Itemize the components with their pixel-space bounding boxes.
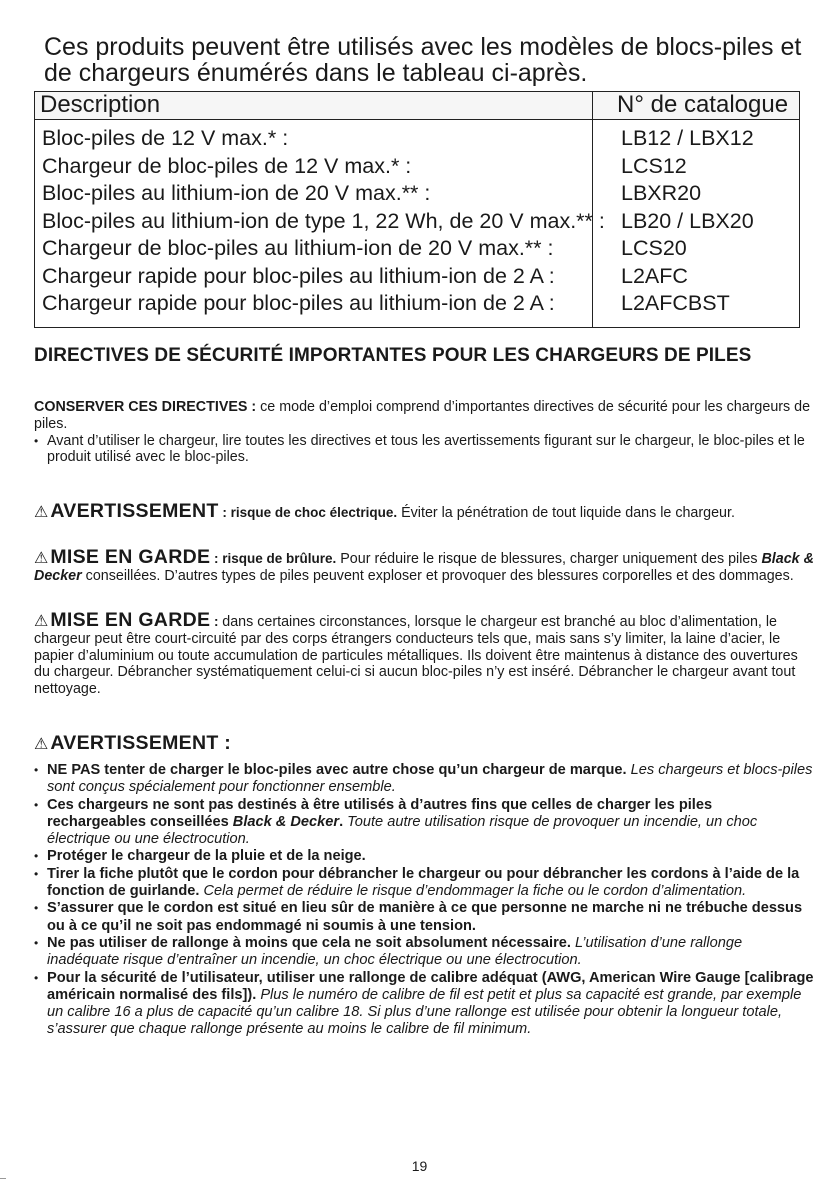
warning-title: AVERTISSEMENT bbox=[50, 732, 219, 754]
list-item-italic: L’utilisation d’une rallonge inadéquate risque d’entraîner un incendie, un choc électrique ou une électrocution. bbox=[47, 934, 743, 969]
table-row bbox=[35, 263, 799, 291]
row-description: Bloc-piles de 12 V max.* : bbox=[42, 126, 289, 150]
row-catalog-number: L2AFC bbox=[621, 263, 688, 288]
list-item bbox=[34, 900, 814, 935]
table-row bbox=[35, 208, 799, 236]
warning-title: AVERTISSEMENT bbox=[50, 500, 219, 522]
list-item-bold: Ces chargeurs ne sont pas destinés à être utilisés à d’autres fins que celles de charger les piles rechargeables conseillées bbox=[47, 796, 713, 830]
row-description: Chargeur de bloc-piles au lithium-ion de 20 V max.** : bbox=[42, 236, 554, 260]
list-item-bold: S’assurer que le cordon est situé en lieu sûr de manière à ce que personne ne marche ni ne trébuche dessus ou à ce qu’il ne soit pas endommagé ni soumis à une tension. bbox=[47, 900, 803, 934]
caution-text: Pour réduire le risque de blessures, charger uniquement des piles bbox=[336, 551, 762, 567]
caution-text-end: conseillées. D’autres types de piles peuvent exploser et provoquer des blessures corporelles et des dommages. bbox=[81, 567, 794, 584]
row-catalog-number: LBXR20 bbox=[621, 181, 702, 205]
caution-burn bbox=[34, 546, 814, 585]
brand-name: Black & Decker bbox=[34, 551, 814, 584]
warning-separator: : bbox=[218, 732, 232, 754]
list-item-bold: Tirer la fiche plutôt que le cordon pour débrancher le chargeur ou pour débrancher les cordons à l’aide de la fonction de guirlande. bbox=[47, 865, 800, 900]
caution-text: dans certaines circonstances, lorsque le chargeur est branché au bloc d’alimentation, le chargeur peut être court-circuité par des corps étrangers conducteurs tels que, mais sans s’y limiter, la laine d’acier, le papier d’aluminium ou toute accumulation de particules métalliques. Ils doivent être maintenus à distance des ouvertures du chargeur. Débrancher systématiquement celui-ci si aucun bloc-piles n’y est inséré. Débrancher le chargeur avant tout nettoyage. bbox=[34, 614, 798, 698]
caution-short-circuit bbox=[34, 609, 814, 698]
list-item-bolditalic: Black & Decker bbox=[232, 813, 340, 830]
row-catalog-number: LCS20 bbox=[621, 236, 687, 260]
warning-triangle-icon: ⚠ bbox=[34, 736, 49, 753]
list-item-bold2: . bbox=[339, 813, 344, 830]
table-row bbox=[35, 125, 799, 153]
row-description: Bloc-piles au lithium-ion de 20 V max.** : bbox=[42, 181, 431, 205]
row-description: Chargeur rapide pour bloc-piles au lithium-ion de 2 A : bbox=[42, 291, 555, 315]
warning-subtitle: risque de choc électrique. bbox=[230, 505, 398, 520]
warning-general-header bbox=[34, 732, 814, 754]
compatibility-table bbox=[34, 91, 800, 328]
list-item-italic: Les chargeurs et blocs-piles sont conçus spécialement pour fonctionner ensemble. bbox=[47, 762, 813, 796]
list-item-italic: Cela permet de réduire le risque d’endommager la fiche ou le cordon d’alimentation. bbox=[199, 883, 747, 900]
row-catalog-number: LB12 / LBX12 bbox=[621, 126, 754, 150]
list-item bbox=[34, 848, 814, 865]
row-catalog-number: L2AFCBST bbox=[621, 291, 730, 315]
list-item-bold: Pour la sécurité de l’utilisateur, utiliser une rallonge de calibre adéquat (AWG, American Wire Gauge [calibrage américain normalisé des fils]). bbox=[47, 969, 814, 1003]
warning-triangle-icon: ⚠ bbox=[34, 613, 49, 630]
table-body bbox=[35, 125, 799, 318]
list-item-bold: Protéger le chargeur de la pluie et de la neige. bbox=[47, 848, 366, 865]
intro-text: Ces produits peuvent être utilisés avec les modèles de blocs-piles et de chargeurs énumérés dans le tableau ci-après. bbox=[44, 33, 802, 87]
scan-edge-mark bbox=[0, 1178, 6, 1179]
table-row bbox=[35, 235, 799, 263]
row-catalog-number: LB20 / LBX20 bbox=[621, 208, 754, 233]
list-item bbox=[34, 762, 814, 797]
conserve-directives bbox=[34, 399, 814, 466]
header-catalog-number: N° de catalogue bbox=[617, 91, 789, 118]
table-header bbox=[35, 92, 799, 120]
table-row bbox=[35, 180, 799, 208]
caution-separator: : bbox=[210, 614, 223, 629]
warning-triangle-icon: ⚠ bbox=[34, 504, 49, 521]
row-description: Chargeur de bloc-piles de 12 V max.* : bbox=[42, 153, 412, 178]
caution-subtitle: risque de brûlure. bbox=[222, 551, 337, 566]
list-item bbox=[34, 797, 814, 849]
warning-electric-shock bbox=[34, 500, 814, 522]
list-item bbox=[34, 866, 814, 901]
caution-title: MISE EN GARDE bbox=[50, 609, 211, 631]
conserve-lead: CONSERVER CES DIRECTIVES : bbox=[34, 399, 257, 415]
caution-title: MISE EN GARDE bbox=[50, 546, 211, 568]
list-item-italic: Toute autre utilisation risque de provoquer un incendie, un choc électrique ou une électrocution. bbox=[47, 813, 758, 848]
page-number: 19 bbox=[411, 1158, 428, 1174]
header-description: Description bbox=[40, 91, 161, 118]
warning-triangle-icon: ⚠ bbox=[34, 550, 49, 567]
table-row bbox=[35, 153, 799, 181]
list-item-bold: NE PAS tenter de charger le bloc-piles avec autre chose qu’un chargeur de marque. bbox=[47, 762, 627, 778]
warning-separator: : bbox=[218, 505, 231, 520]
list-item bbox=[34, 935, 814, 970]
list-item bbox=[34, 970, 814, 1039]
warning-text: Éviter la pénétration de tout liquide dans le chargeur. bbox=[397, 505, 735, 521]
row-catalog-number: LCS12 bbox=[621, 153, 687, 178]
conserve-text: ce mode d’emploi comprend d’importantes directives de sécurité pour les chargeurs de piles. bbox=[34, 399, 811, 432]
row-description: Chargeur rapide pour bloc-piles au lithium-ion de 2 A : bbox=[42, 263, 555, 288]
table-row bbox=[35, 290, 799, 318]
conserve-bullet: • Avant d’utiliser le chargeur, lire toutes les directives et tous les avertissements figurant sur le chargeur, le bloc-piles et le produit utilisé avec le bloc-piles. bbox=[34, 433, 814, 467]
warning-list bbox=[34, 762, 814, 1039]
list-item-bold: Ne pas utiliser de rallonge à moins que cela ne soit absolument nécessaire. bbox=[47, 934, 571, 951]
caution-separator: : bbox=[210, 551, 223, 566]
list-item-italic: Plus le numéro de calibre de fil est petit et plus sa capacité est grande, par exemple un calibre 16 a plus de capacité qu’un calibre 18. Si plus d’une rallonge est utilisée pour obtenir la longueur totale, s’assurer que chaque rallonge présente au moins le calibre de fil minimum. bbox=[47, 986, 802, 1038]
row-description: Bloc-piles au lithium-ion de type 1, 22 Wh, de 20 V max.** : bbox=[42, 208, 605, 233]
section-title: DIRECTIVES DE SÉCURITÉ IMPORTANTES POUR LES CHARGEURS DE PILES bbox=[34, 345, 752, 366]
